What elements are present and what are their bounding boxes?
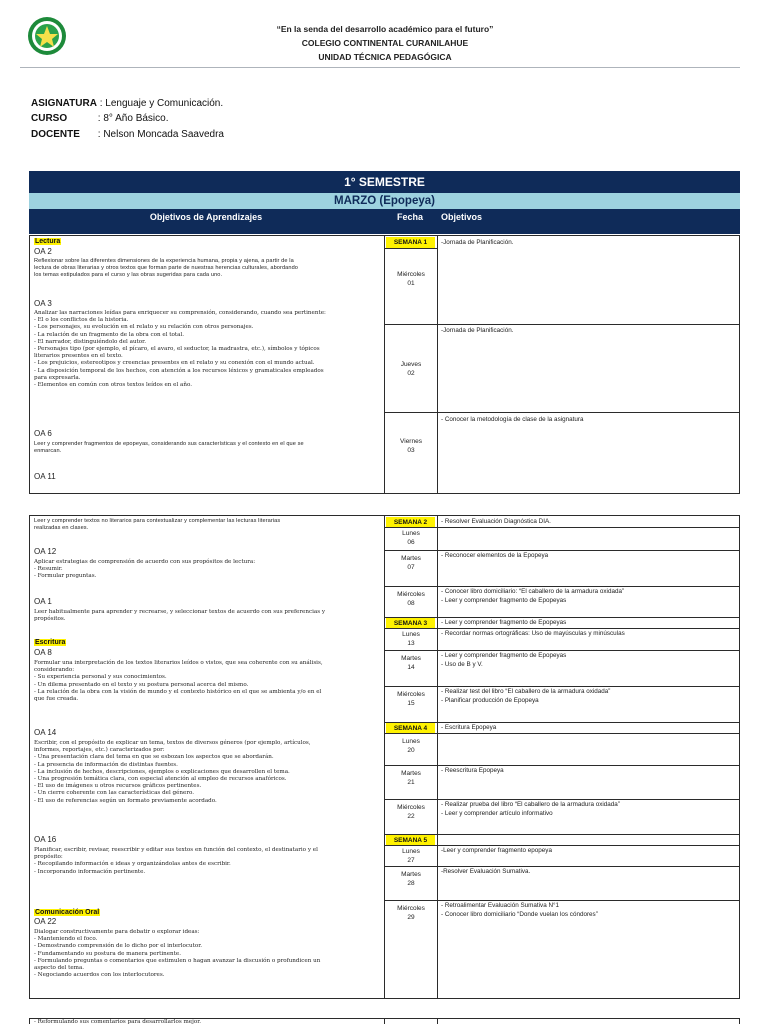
date-cell: Martes 21 bbox=[401, 770, 421, 786]
oa16-text: Planificar, escribir, revisar, reescribir y editar sus textos en función del contexto, el destinatario y el propósito: - Recopilando información e ideas y organizándolas antes de escribir. - Incorporando información pertinente. bbox=[34, 847, 318, 875]
info-value: : Nelson Moncada Saavedra bbox=[97, 129, 224, 140]
row-divider bbox=[384, 248, 437, 249]
objective-line: -Leer y comprender fragmento epopeya bbox=[441, 847, 552, 854]
oa6-text: Leer y comprender fragmentos de epopeyas, considerando sus características y el contexto en el que se enmarcan. bbox=[34, 441, 304, 455]
row-divider bbox=[384, 412, 740, 413]
section-escritura: Escritura bbox=[35, 639, 66, 646]
date-cell: Martes 28 bbox=[401, 871, 421, 887]
oa11-text: Leer y comprender textos no literarios para contextualizar y complementar las lecturas literarias realizadas en clases. bbox=[34, 518, 281, 532]
school-logo bbox=[19, 16, 75, 56]
section-comunicacion-oral: Comunicación Oral bbox=[35, 909, 100, 916]
date-cell: Martes 07 bbox=[401, 555, 421, 571]
info-asignatura bbox=[31, 98, 223, 109]
objective-line: - Planificar producción de Epopeya bbox=[441, 697, 539, 704]
objective-line: - Leer y comprender fragmento de Epopeyas bbox=[441, 597, 567, 604]
header-unit: UNIDAD TÉCNICA PEDAGÓGICA bbox=[318, 52, 452, 62]
objective-line: - Resolver Evaluación Diagnóstica DIA. bbox=[441, 518, 551, 525]
row-divider bbox=[384, 722, 740, 723]
oa14-text: Escribir, con el propósito de explicar un tema, textos de diversos géneros (por ejemplo, artículos, informes, reportajes, etc.) caracterizados por: - Una presentación clara del tema en que se esbozan los aspectos que se abordarán. - La presencia de información de distintas fuentes. - La inclusión de hechos, descripciones, ejemplos o explicaciones que desarrollen el tema. - Una progresión temática clara, con especial atención al empleo de recursos anafóricos. - El uso de imágenes u otros recursos gráficos pertinentes. - Un cierre coherente con las características del género. - El uso de referencias según un formato previamente acordado. bbox=[34, 740, 311, 804]
row-divider bbox=[384, 866, 740, 867]
row-divider bbox=[384, 527, 740, 528]
date-cell: Miércoles 29 bbox=[397, 905, 425, 921]
date-cell: Miércoles 08 bbox=[397, 591, 425, 607]
info-label: DOCENTE bbox=[31, 129, 80, 140]
oa3-title: OA 3 bbox=[34, 299, 52, 308]
row-divider bbox=[384, 733, 740, 734]
date-cell: Lunes 27 bbox=[402, 848, 420, 864]
date-viernes-03: Viernes 03 bbox=[400, 438, 422, 454]
semana-label: SEMANA 2 bbox=[386, 517, 435, 528]
objective-line: - Escritura Epopeya bbox=[441, 724, 497, 731]
objective-line: - Reconocer elementos de la Epopeya bbox=[441, 552, 549, 559]
info-value: : Lenguaje y Comunicación. bbox=[99, 98, 224, 109]
oa1-title: OA 1 bbox=[34, 597, 52, 606]
date-cell: Miércoles 22 bbox=[397, 804, 425, 820]
date-cell: Lunes 13 bbox=[402, 631, 420, 647]
table3-grid bbox=[29, 1018, 740, 1024]
objective-line: - Leer y comprender fragmento de Epopeyas bbox=[441, 652, 567, 659]
row-divider bbox=[384, 324, 740, 325]
objective-line: - Reescritura Epopeya bbox=[441, 767, 504, 774]
info-docente bbox=[31, 129, 224, 140]
row-divider bbox=[384, 550, 740, 551]
row-divider bbox=[384, 834, 740, 835]
objective-line: - Recordar normas ortográficas: Uso de mayúsculas y minúsculas bbox=[441, 630, 625, 637]
oa16-title: OA 16 bbox=[34, 835, 57, 844]
date-cell: Martes 14 bbox=[401, 655, 421, 671]
date-cell: Lunes 06 bbox=[402, 530, 420, 546]
month-banner: MARZO (Epopeya) bbox=[29, 193, 740, 209]
objective-line: - Uso de B y V. bbox=[441, 661, 483, 668]
objective-line: - Conocer libro domiciliario: “El caballero de la armadura oxidada” bbox=[441, 588, 625, 595]
info-label: ASIGNATURA bbox=[31, 98, 97, 109]
oa14-title: OA 14 bbox=[34, 728, 57, 737]
info-value: : 8° Año Básico. bbox=[97, 113, 169, 124]
objective-02: -Jornada de Planificación. bbox=[441, 327, 514, 334]
objective-line: - Leer y comprender fragmento de Epopeyas bbox=[441, 619, 567, 626]
semana-label: SEMANA 4 bbox=[386, 723, 435, 734]
objective-line: - Retroalimentar Evaluación Sumativa N°1 bbox=[441, 902, 560, 909]
date-jueves-02: Jueves 02 bbox=[400, 361, 422, 377]
objective-line: - Conocer libro domiciliario “Donde vuelan los cóndores” bbox=[441, 911, 598, 918]
table1-grid bbox=[29, 235, 740, 494]
col-header-objetivos-aprendizaje: Objetivos de Aprendizajes bbox=[149, 212, 263, 222]
objective-line: - Realizar prueba del libro “El caballero de la armadura oxidada” bbox=[441, 801, 620, 808]
info-label: CURSO bbox=[31, 113, 68, 124]
column-header-row bbox=[29, 209, 740, 234]
col-divider bbox=[384, 1019, 385, 1024]
col-divider bbox=[437, 236, 438, 493]
semana-label: SEMANA 3 bbox=[386, 618, 435, 629]
semester-banner: 1° SEMESTRE bbox=[29, 171, 740, 193]
oa12-title: OA 12 bbox=[34, 547, 57, 556]
oa2-text: Reflexionar sobre las diferentes dimensiones de la experiencia humana, propia y ajena, a partir de la lectura de obras literarias y otros textos que forman parte de nuestras herencias culturales, abordando los temas estipulados para el curso y las obras sugeridas para cada uno. bbox=[34, 258, 299, 279]
oa3-text: Analizar las narraciones leídas para enriquecer su comprensión, considerando, cuando sea pertinente: - El o los conflictos de la historia. - Los personajes, su evolución en el relato y su relación con otros personajes. - La relación de un fragmento de la obra con el total. - El narrador, distinguiéndolo del autor. - Personajes tipo (por ejemplo, el pícaro, el avaro, el seductor, la madrastra, etc.), símbolos y tópicos literarios presentes en el texto. - Los prejuicios, estereotipos y creencias presentes en el relato y su conexión con el mundo actual. - La disposición temporal de los hechos, con atención a los recursos léxicos y gramaticales empleados para expresarla. - Elementos en común con otros textos leídos en el año. bbox=[34, 310, 326, 389]
col-header-objetivos: Objetivos bbox=[441, 212, 483, 222]
date-miercoles-01: Miércoles 01 bbox=[397, 271, 425, 287]
semana-1-label: SEMANA 1 bbox=[386, 237, 435, 248]
objective-line: - Leer y comprender artículo informativo bbox=[441, 810, 553, 817]
row-divider bbox=[384, 900, 740, 901]
col-divider bbox=[437, 1019, 438, 1024]
row-divider bbox=[384, 765, 740, 766]
semana-label: SEMANA 5 bbox=[386, 835, 435, 846]
oa8-title: OA 8 bbox=[34, 648, 52, 657]
oa2-title: OA 2 bbox=[34, 247, 52, 256]
date-cell: Miércoles 15 bbox=[397, 691, 425, 707]
info-curso bbox=[31, 113, 169, 124]
oa12-text: Aplicar estrategias de comprensión de acuerdo con sus propósitos de lectura: - Resumir. - Formular preguntas. bbox=[34, 559, 256, 580]
oa11-title: OA 11 bbox=[34, 472, 56, 481]
header-divider bbox=[20, 67, 740, 68]
col-divider bbox=[437, 516, 438, 998]
section-lectura: Lectura bbox=[35, 238, 61, 245]
oa1-text: Leer habitualmente para aprender y recrearse, y seleccionar textos de acuerdo con sus preferencias y propósitos. bbox=[34, 609, 326, 623]
oa22-title: OA 22 bbox=[34, 917, 57, 926]
row-divider bbox=[384, 845, 740, 846]
objective-line: - Realizar test del libro “El caballero de la armadura oxidada” bbox=[441, 688, 611, 695]
objective-line: -Resolver Evaluación Sumativa. bbox=[441, 868, 531, 875]
oa6-title: OA 6 bbox=[34, 429, 52, 438]
oa22-text: Dialogar constructivamente para debatir o explorar ideas: - Manteniendo el foco. - Demostrando comprensión de lo dicho por el interlocutor. - Fundamentando su postura de manera pertinente. - Formulando preguntas o comentarios que estimulen o hagan avanzar la discusión o profundicen un aspecto del tema. - Negociando acuerdos con los interlocutores. bbox=[34, 929, 321, 979]
oa22-continued: - Reformulando sus comentarios para desarrollarlos mejor. bbox=[34, 1019, 202, 1024]
oa8-text: Formular una interpretación de los textos literarios leídos o vistos, que sea coherente con su análisis, considerando: - Su experiencia personal y sus conocimientos. - Un dilema presentado en el texto y su postura personal acerca del mismo. - La relación de la obra con la visión de mundo y el contexto histórico en el que se ambienta y/o en el que fue creada. bbox=[34, 660, 323, 703]
objective-01: -Jornada de Planificación. bbox=[441, 239, 514, 246]
col-header-fecha: Fecha bbox=[396, 212, 423, 222]
table2-grid bbox=[29, 515, 740, 999]
header-school: COLEGIO CONTINENTAL CURANILAHUE bbox=[301, 38, 469, 48]
header-motto: “En la senda del desarrollo académico para el futuro” bbox=[276, 24, 494, 34]
col-divider bbox=[384, 516, 385, 998]
date-cell: Lunes 20 bbox=[402, 738, 420, 754]
objective-03: - Conocer la metodología de clase de la asignatura bbox=[441, 416, 584, 423]
